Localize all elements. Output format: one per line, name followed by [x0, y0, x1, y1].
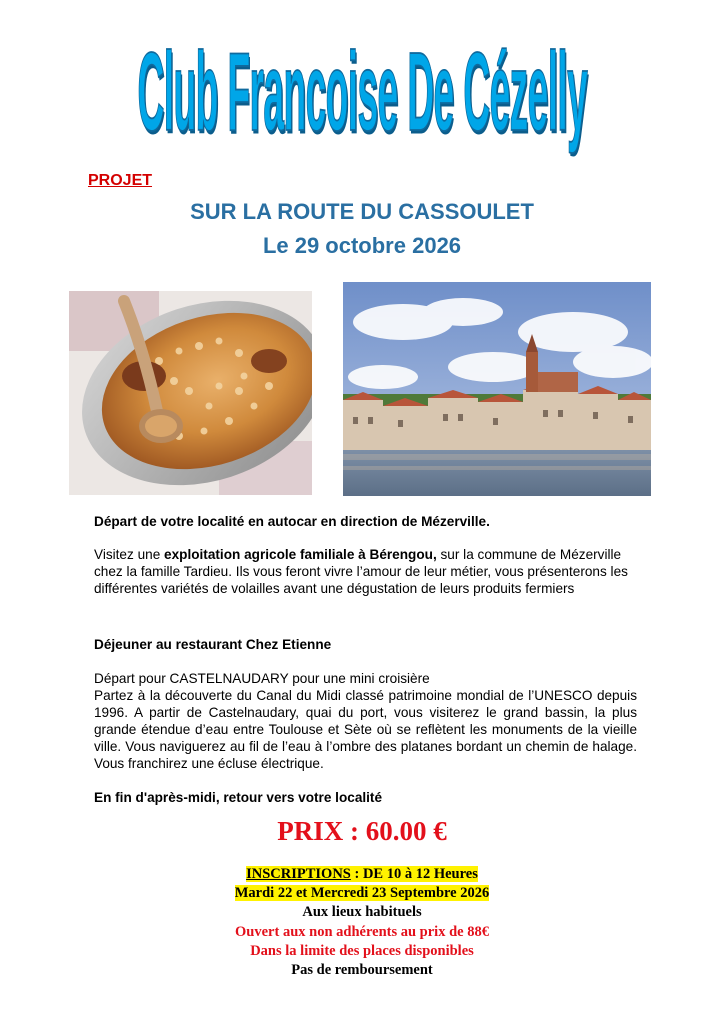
farm-visit-details: sur la commune de Mézerville chez la famille Tardieu. Ils vous feront vivre l’amour de leur métier, vous présenterons les différentes variétés de volailles avant une dégustation de leurs produits fermiers: [94, 547, 628, 596]
trip-date: Le 29 octobre 2026: [262, 233, 462, 258]
return-text: En fin d'après-midi, retour vers votre localité: [94, 790, 383, 805]
inscriptions-place: Aux lieux habituels: [302, 904, 422, 920]
cruise-departure: Départ pour CASTELNAUDARY pour une mini croisière: [94, 671, 430, 686]
cruise-description: Partez à la découverte du Canal du Midi classé patrimoine mondial de l’UNESCO depuis 1996. A partir de Castelnaudary, quai du port, vous visiterez le grand bassin, la plus grande étendue d’eau entre Toulouse et Sète où se reflètent les monuments de la vieille ville. Vous naviguerez au fil de l’eau à l’ombre des platanes bordant un chemin de halage. Vous franchirez une écluse électrique.: [94, 688, 637, 771]
no-refund: Pas de remboursement: [291, 962, 433, 978]
cruise-paragraph: [94, 670, 637, 772]
inscriptions-hours: [0, 865, 724, 883]
farm-visit-highlight: exploitation agricole familiale à Bérengou,: [164, 547, 437, 562]
cassoulet-dish-photo: [69, 291, 312, 495]
inscriptions-hours-text: : DE 10 à 12 Heures: [350, 866, 478, 882]
projet-label: PROJET: [88, 172, 153, 189]
castelnaudary-town-photo: [343, 282, 651, 496]
farm-visit-paragraph: [94, 546, 637, 597]
inscriptions-dates: [0, 884, 724, 902]
inscriptions-label: INSCRIPTIONS: [246, 866, 351, 882]
farm-visit-intro: Visitez une: [94, 547, 165, 562]
lunch-text: Déjeuner au restaurant Chez Etienne: [94, 637, 332, 652]
price: PRIX : 60.00 €: [277, 816, 447, 846]
inscriptions-dates-text: Mardi 22 et Mercredi 23 Septembre 2026: [234, 885, 490, 901]
non-members-price: Ouvert aux non adhérents au prix de 88€: [235, 924, 489, 940]
trip-title: SUR LA ROUTE DU CASSOULET: [190, 199, 534, 224]
departure-text: Départ de votre localité en autocar en direction de Mézerville.: [94, 514, 490, 529]
places-limit: Dans la limite des places disponibles: [250, 943, 474, 959]
club-title: Club Francoise De Cézelly: [137, 29, 588, 154]
